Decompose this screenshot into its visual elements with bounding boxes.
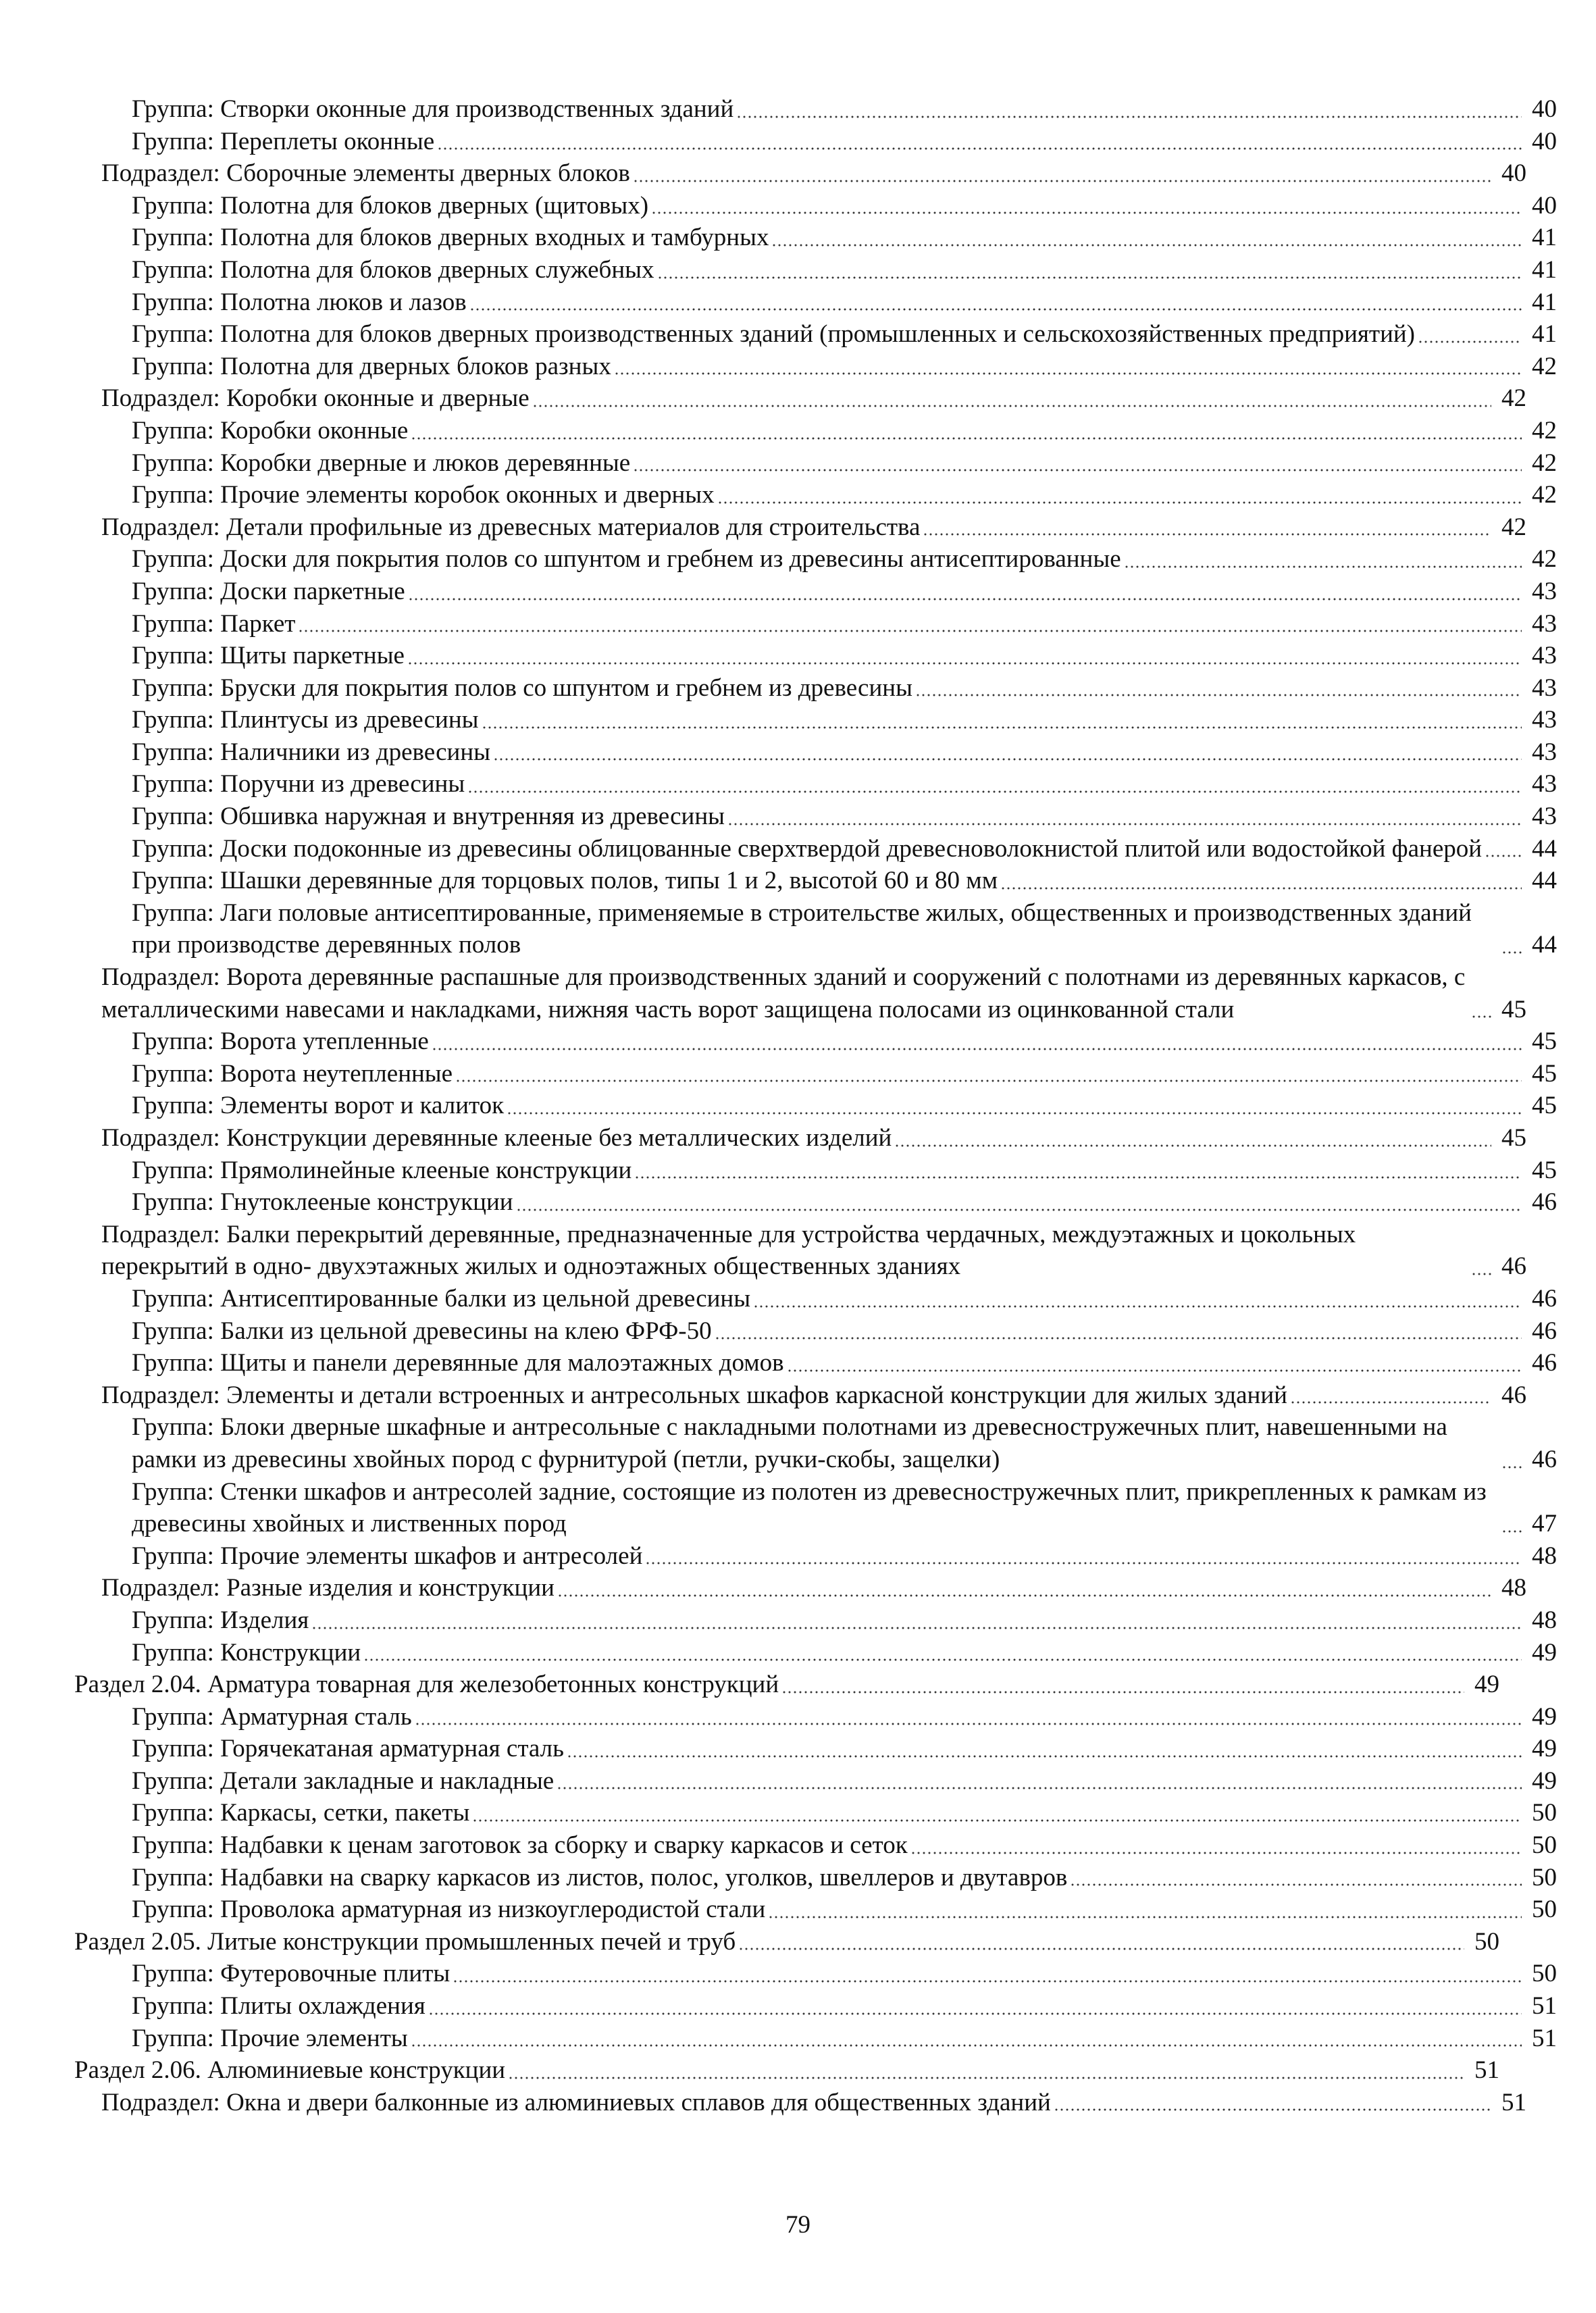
- toc-entry-title: Подраздел: Конструкции деревянные клееные без металлических изделий: [101, 1124, 892, 1152]
- toc-entry-title: Группа: Ворота утепленные: [132, 1027, 429, 1056]
- toc-entry: [74, 1765, 1557, 1798]
- toc-entry: [74, 286, 1557, 319]
- dot-leader: [428, 2012, 1522, 2015]
- toc-entry: [74, 608, 1557, 640]
- dot-leader: [415, 1723, 1522, 1725]
- dot-leader: [507, 1112, 1522, 1115]
- toc-entry-title: Подраздел: Сборочные элементы дверных блоков: [101, 159, 630, 188]
- toc-entry: [74, 93, 1557, 126]
- toc-entry-page: 42: [1532, 545, 1557, 574]
- dot-leader: [715, 1337, 1522, 1340]
- toc-entry-page: 41: [1532, 255, 1557, 284]
- toc-entry-page: 41: [1532, 288, 1557, 316]
- toc-entry-page: 43: [1532, 673, 1557, 702]
- dot-leader: [614, 372, 1522, 375]
- dot-leader: [768, 1916, 1522, 1918]
- toc-entry: [74, 1797, 1557, 1829]
- toc-entry: [74, 415, 1557, 447]
- toc-entry: [74, 2087, 1526, 2119]
- toc-entry-page: 49: [1474, 1671, 1499, 1699]
- toc-entry-title: Группа: Коробки оконные: [132, 416, 409, 444]
- toc-entry-page: 45: [1532, 1027, 1557, 1056]
- dot-leader: [738, 1948, 1464, 1950]
- dot-leader: [493, 758, 1522, 761]
- dot-leader: [923, 533, 1491, 536]
- toc-entry-page: 42: [1532, 449, 1557, 477]
- toc-entry-page: 47: [1532, 1510, 1557, 1538]
- dot-leader: [298, 630, 1522, 632]
- toc-entry: [74, 1572, 1526, 1604]
- toc-entry: [74, 157, 1526, 190]
- dot-leader: [657, 276, 1522, 279]
- toc-entry: [74, 768, 1557, 800]
- toc-entry-page: 48: [1532, 1542, 1557, 1570]
- dot-leader: [1501, 1530, 1522, 1533]
- toc-entry-page: 44: [1532, 931, 1557, 959]
- dot-leader: [1000, 887, 1522, 890]
- toc-entry-page: 50: [1532, 1896, 1557, 1924]
- toc-entry: [74, 1411, 1557, 1475]
- dot-leader: [915, 694, 1522, 696]
- toc-entry-page: 45: [1532, 1059, 1557, 1088]
- toc-entry-page: 49: [1532, 1638, 1557, 1667]
- toc-entry-title: Группа: Прямолинейные клееные конструкции: [132, 1156, 632, 1184]
- dot-leader: [469, 308, 1522, 311]
- dot-leader: [736, 116, 1522, 118]
- toc-entry: [74, 1476, 1557, 1540]
- dot-leader: [557, 1787, 1522, 1789]
- toc-entry: [74, 1669, 1499, 1701]
- dot-leader: [894, 1144, 1491, 1147]
- toc-entry: [74, 222, 1557, 254]
- dot-leader: [408, 598, 1522, 601]
- toc-entry: [74, 1540, 1557, 1573]
- dot-leader: [1471, 1015, 1491, 1018]
- toc-entry-page: 45: [1532, 1156, 1557, 1184]
- dot-leader: [633, 469, 1522, 472]
- toc-entry: [74, 672, 1557, 705]
- toc-entry-page: 50: [1532, 1863, 1557, 1891]
- toc-entry-page: 42: [1501, 384, 1526, 413]
- toc-entry-title: Группа: Балки из цельной древесины на клею ФРФ-50: [132, 1317, 712, 1345]
- dot-leader: [455, 1079, 1522, 1082]
- dot-leader: [1501, 1466, 1522, 1469]
- toc-entry-page: 43: [1532, 803, 1557, 831]
- toc-entry-title: Подраздел: Ворота деревянные распашные для производственных зданий и сооружений с полотнами из деревянных каркасов, с металлическими навесами и накладками, нижняя часть ворот защищена полосами из оцинкованной стали: [101, 963, 1466, 1023]
- toc-entry-title: Группа: Доски для покрытия полов со шпунтом и гребнем из древесины антисептированные: [132, 545, 1121, 574]
- toc-entry-title: Группа: Изделия: [132, 1606, 309, 1634]
- toc-entry: [74, 1379, 1526, 1412]
- toc-entry: [74, 190, 1557, 222]
- toc-entry-title: Группа: Полотна для блоков дверных производственных зданий (промышленных и сельскохозяйственных предприятий): [132, 320, 1415, 349]
- dot-leader: [1501, 951, 1522, 954]
- dot-leader: [645, 1562, 1522, 1565]
- toc-entry: [74, 126, 1557, 158]
- toc-entry-title: Группа: Каркасы, сетки, пакеты: [132, 1799, 470, 1827]
- toc-entry-title: Группа: Блоки дверные шкафные и антресольные с накладными полотнами из древесностружечных плит, навешенными на рамки из древесины хвойных пород с фурнитурой (петли, ручки-скобы, защелки): [132, 1413, 1447, 1473]
- toc-entry: [74, 865, 1557, 897]
- toc-entry: [74, 800, 1557, 833]
- dot-leader: [411, 2044, 1522, 2047]
- toc-entry: [74, 897, 1557, 961]
- toc-entry-page: 46: [1532, 1349, 1557, 1377]
- toc-entry-title: Группа: Прочие элементы шкафов и антресолей: [132, 1542, 643, 1570]
- dot-leader: [787, 1369, 1522, 1372]
- toc-entry-title: Группа: Наличники из древесины: [132, 738, 490, 766]
- toc-entry-page: 43: [1532, 706, 1557, 734]
- toc-entry: [74, 1315, 1557, 1348]
- toc-entry-page: 50: [1532, 1831, 1557, 1860]
- dot-leader: [363, 1658, 1522, 1661]
- toc-entry: [74, 640, 1557, 672]
- toc-entry-page: 45: [1532, 1092, 1557, 1120]
- dot-leader: [508, 2077, 1464, 2079]
- toc-entry: [74, 1186, 1557, 1219]
- toc-entry-page: 43: [1532, 770, 1557, 798]
- toc-entry: [74, 1733, 1557, 1765]
- toc-entry-page: 51: [1532, 1992, 1557, 2020]
- dot-leader: [634, 1176, 1522, 1179]
- toc-entry-page: 42: [1501, 513, 1526, 541]
- table-of-contents: [74, 93, 1557, 2118]
- toc-entry: [74, 1926, 1499, 1958]
- dot-leader: [472, 1819, 1522, 1822]
- toc-entry-page: 40: [1501, 159, 1526, 188]
- toc-entry: [74, 351, 1557, 383]
- toc-entry-title: Группа: Щиты паркетные: [132, 642, 405, 670]
- toc-entry-title: Группа: Створки оконные для производственных зданий: [132, 95, 734, 123]
- toc-entry-title: Группа: Поручни из древесины: [132, 770, 465, 798]
- toc-entry-page: 46: [1532, 1317, 1557, 1345]
- toc-entry: [74, 1154, 1557, 1187]
- toc-entry: [74, 1829, 1557, 1862]
- toc-entry: [74, 1122, 1526, 1154]
- toc-entry: [74, 1862, 1557, 1894]
- toc-entry: [74, 254, 1557, 286]
- toc-entry-title: Группа: Плиты охлаждения: [132, 1992, 426, 2020]
- toc-entry-page: 50: [1532, 1960, 1557, 1988]
- toc-entry-title: Группа: Надбавки на сварку каркасов из листов, полос, уголков, швеллеров и двутавров: [132, 1863, 1068, 1891]
- toc-entry-title: Группа: Прочие элементы: [132, 2024, 408, 2052]
- toc-entry-title: Подраздел: Разные изделия и конструкции: [101, 1574, 555, 1602]
- toc-entry-title: Группа: Ворота неутепленные: [132, 1059, 453, 1088]
- toc-entry-page: 46: [1532, 1284, 1557, 1313]
- toc-entry-page: 44: [1532, 867, 1557, 895]
- toc-entry-title: Группа: Бруски для покрытия полов со шпунтом и гребнем из древесины: [132, 673, 912, 702]
- toc-entry-page: 40: [1532, 127, 1557, 155]
- toc-entry: [74, 1893, 1557, 1926]
- dot-leader: [1124, 565, 1522, 568]
- toc-entry-title: Группа: Щиты и панели деревянные для малоэтажных домов: [132, 1349, 784, 1377]
- toc-entry: [74, 447, 1557, 480]
- toc-entry-title: Группа: Полотна люков и лазов: [132, 288, 467, 316]
- toc-entry-title: Группа: Полотна для блоков дверных входных и тамбурных: [132, 224, 769, 252]
- dot-leader: [753, 1305, 1522, 1308]
- toc-entry-title: Группа: Горячекатаная арматурная сталь: [132, 1735, 565, 1763]
- dot-leader: [717, 501, 1522, 504]
- dot-leader: [437, 147, 1522, 150]
- toc-entry: [74, 833, 1557, 865]
- dot-leader: [467, 790, 1522, 793]
- toc-entry-page: 50: [1474, 1927, 1499, 1956]
- toc-entry-page: 43: [1532, 577, 1557, 605]
- toc-entry-page: 41: [1532, 224, 1557, 252]
- dot-leader: [1471, 1273, 1491, 1275]
- toc-entry: [74, 1990, 1557, 2023]
- toc-entry-title: Группа: Полотна для дверных блоков разных: [132, 352, 611, 380]
- toc-entry-title: Раздел 2.05. Литые конструкции промышленных печей и труб: [74, 1927, 736, 1956]
- toc-entry-page: 45: [1501, 995, 1526, 1023]
- toc-entry-title: Подраздел: Окна и двери балконные из алюминиевых сплавов для общественных зданий: [101, 2088, 1051, 2116]
- toc-entry-page: 44: [1532, 834, 1557, 863]
- dot-leader: [532, 405, 1491, 407]
- toc-entry-title: Группа: Переплеты оконные: [132, 127, 435, 155]
- toc-entry-title: Группа: Шашки деревянные для торцовых полов, типы 1 и 2, высотой 60 и 80 мм: [132, 867, 998, 895]
- toc-entry-page: 49: [1532, 1735, 1557, 1763]
- toc-entry-page: 40: [1532, 95, 1557, 123]
- toc-entry-title: Группа: Паркет: [132, 609, 296, 638]
- toc-entry-title: Группа: Плинтусы из древесины: [132, 706, 479, 734]
- toc-entry-page: 46: [1501, 1252, 1526, 1281]
- toc-entry-page: 43: [1532, 609, 1557, 638]
- toc-entry-title: Подраздел: Элементы и детали встроенных и антресольных шкафов каркасной конструкции для жилых зданий: [101, 1381, 1287, 1409]
- dot-leader: [407, 662, 1522, 665]
- dot-leader: [910, 1852, 1522, 1854]
- toc-entry: [74, 576, 1557, 608]
- dot-leader: [557, 1594, 1491, 1597]
- dot-leader: [1054, 2108, 1491, 2111]
- toc-entry-title: Группа: Антисептированные балки из цельной древесины: [132, 1284, 751, 1313]
- toc-entry: [74, 1283, 1557, 1315]
- toc-entry-page: 40: [1532, 191, 1557, 220]
- toc-entry: [74, 382, 1526, 415]
- dot-leader: [771, 244, 1522, 247]
- toc-entry: [74, 1219, 1526, 1283]
- toc-entry-title: Группа: Стенки шкафов и антресолей задние, состоящие из полотен из древесностружечных плит, прикрепленных к рамкам из древесины хвойных и лиственных пород: [132, 1477, 1487, 1538]
- dot-leader: [1418, 340, 1522, 343]
- dot-leader: [1290, 1401, 1491, 1404]
- toc-entry-title: Группа: Обшивка наружная и внутренняя из древесины: [132, 803, 725, 831]
- dot-leader: [432, 1048, 1522, 1050]
- toc-entry-title: Группа: Коробки дверные и люков деревянные: [132, 449, 631, 477]
- toc-entry-page: 46: [1501, 1381, 1526, 1409]
- dot-leader: [453, 1980, 1522, 1983]
- dot-leader: [516, 1209, 1522, 1211]
- toc-entry: [74, 543, 1557, 576]
- toc-entry-page: 46: [1532, 1445, 1557, 1473]
- toc-entry: [74, 1058, 1557, 1090]
- toc-entry: [74, 1701, 1557, 1733]
- toc-entry-page: 45: [1501, 1124, 1526, 1152]
- toc-entry-title: Группа: Доски паркетные: [132, 577, 405, 605]
- toc-entry-page: 42: [1532, 416, 1557, 444]
- toc-entry: [74, 511, 1526, 544]
- dot-leader: [567, 1755, 1522, 1758]
- dot-leader: [1485, 855, 1522, 857]
- toc-entry: [74, 479, 1557, 511]
- toc-entry-title: Группа: Полотна для блоков дверных (щитовых): [132, 191, 649, 220]
- toc-entry-title: Подраздел: Коробки оконные и дверные: [101, 384, 530, 413]
- toc-entry: [74, 2023, 1557, 2055]
- dot-leader: [311, 1627, 1522, 1629]
- toc-entry-page: 46: [1532, 1188, 1557, 1217]
- dot-leader: [781, 1691, 1464, 1694]
- toc-entry-title: Группа: Прочие элементы коробок оконных и дверных: [132, 481, 715, 509]
- dot-leader: [1070, 1883, 1522, 1886]
- toc-entry-page: 42: [1532, 352, 1557, 380]
- toc-entry-title: Группа: Лаги половые антисептированные, применяемые в строительстве жилых, общественных и производственных зданий при производстве деревянных полов: [132, 898, 1472, 959]
- dot-leader: [633, 180, 1491, 182]
- toc-entry: [74, 736, 1557, 769]
- toc-entry-title: Раздел 2.04. Арматура товарная для железобетонных конструкций: [74, 1671, 779, 1699]
- toc-entry-page: 43: [1532, 738, 1557, 766]
- toc-entry-page: 50: [1532, 1799, 1557, 1827]
- toc-entry: [74, 318, 1557, 351]
- toc-entry-title: Подраздел: Балки перекрытий деревянные, предназначенные для устройства чердачных, междуэтажных и цокольных перекрытий в одно- двухэтажных жилых и одноэтажных общественных зданиях: [101, 1220, 1356, 1281]
- toc-entry-page: 49: [1532, 1766, 1557, 1795]
- toc-entry: [74, 704, 1557, 736]
- toc-entry-title: Группа: Полотна для блоков дверных служебных: [132, 255, 654, 284]
- toc-entry: [74, 2054, 1499, 2087]
- dot-leader: [727, 823, 1522, 825]
- toc-entry: [74, 1604, 1557, 1637]
- toc-entry: [74, 1347, 1557, 1379]
- toc-entry: [74, 1025, 1557, 1058]
- toc-entry-page: 51: [1474, 2056, 1499, 2085]
- toc-entry-title: Группа: Надбавки к ценам заготовок за сборку и сварку каркасов и сеток: [132, 1831, 908, 1860]
- toc-entry-page: 41: [1532, 320, 1557, 349]
- toc-entry-title: Группа: Арматурная сталь: [132, 1702, 412, 1731]
- toc-entry-page: 51: [1501, 2088, 1526, 2116]
- toc-entry-page: 48: [1532, 1606, 1557, 1634]
- toc-entry-title: Группа: Детали закладные и накладные: [132, 1766, 555, 1795]
- toc-entry-title: Подраздел: Детали профильные из древесных материалов для строительства: [101, 513, 921, 541]
- toc-entry-title: Группа: Проволока арматурная из низкоуглеродистой стали: [132, 1896, 766, 1924]
- toc-entry: [74, 1637, 1557, 1669]
- toc-entry-title: Группа: Доски подоконные из древесины облицованные сверхтвердой древесноволокнистой плитой или водостойкой фанерой: [132, 834, 1483, 863]
- toc-entry: [74, 1958, 1557, 1990]
- toc-entry-page: 43: [1532, 642, 1557, 670]
- toc-entry: [74, 961, 1526, 1025]
- toc-entry-title: Группа: Конструкции: [132, 1638, 361, 1667]
- dot-leader: [651, 211, 1522, 214]
- toc-entry-page: 51: [1532, 2024, 1557, 2052]
- toc-entry-title: Группа: Гнутоклееные конструкции: [132, 1188, 513, 1217]
- toc-entry-title: Группа: Футеровочные плиты: [132, 1960, 451, 1988]
- page-number: 79: [786, 2211, 810, 2239]
- toc-entry-title: Раздел 2.06. Алюминиевые конструкции: [74, 2056, 506, 2085]
- toc-entry-page: 49: [1532, 1702, 1557, 1731]
- toc-entry-page: 48: [1501, 1574, 1526, 1602]
- dot-leader: [411, 437, 1522, 440]
- dot-leader: [482, 726, 1522, 729]
- toc-entry-title: Группа: Элементы ворот и калиток: [132, 1092, 505, 1120]
- toc-entry-page: 42: [1532, 481, 1557, 509]
- toc-entry: [74, 1090, 1557, 1122]
